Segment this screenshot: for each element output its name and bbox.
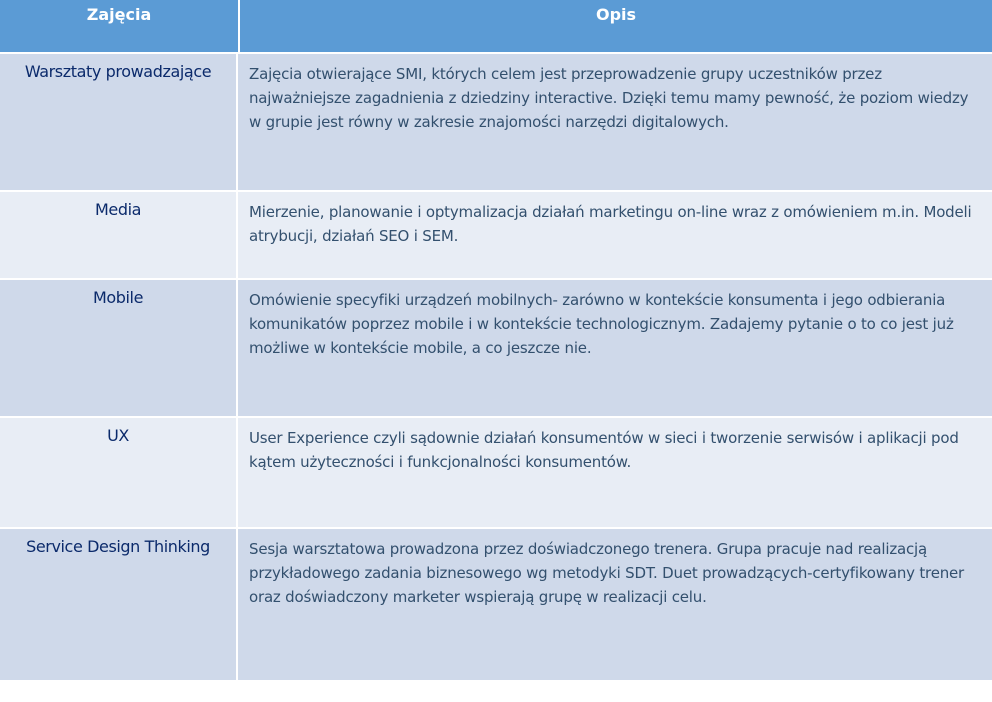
table-row (0, 190, 992, 278)
header-label-opis: Opis (595, 5, 637, 24)
course-description: Omówienie specyfiki urządzeń mobilnych- zarówno w kontekście konsumenta i jego odbierania komunikatów poprzez mobile i w kontekście technologicznym. Zadajemy pytanie o to co jest już możliwe w kontekście mobile, a co jeszcze nie. (249, 291, 954, 357)
course-description: User Experience czyli sądownie działań konsumentów w sieci i tworzenie serwisów i aplikacji pod kątem użyteczności i funkcjonalności konsumentów. (249, 429, 959, 471)
course-name: Mobile (0, 280, 238, 416)
header-cell-opis (240, 0, 992, 52)
course-name: UX (0, 418, 238, 527)
header-cell-zajecia (0, 0, 240, 52)
course-description: Zajęcia otwierające SMI, których celem jest przeprowadzenie grupy uczestników przez najważniejsze zagadnienia z dziedziny interactive. Dzięki temu mamy pewność, że poziom wiedzy w grupie jest równy w zakresie znajomości narzędzi digitalowych. (249, 65, 969, 131)
table-row (0, 278, 992, 416)
table-row (0, 52, 992, 190)
header-label-zajecia: Zajęcia (86, 5, 152, 24)
course-name: Service Design Thinking (0, 529, 238, 680)
table-header-row (0, 0, 992, 52)
course-name: Media (0, 192, 238, 278)
course-description: Sesja warsztatowa prowadzona przez doświadczonego trenera. Grupa pracuje nad realizacją przykładowego zadania biznesowego wg metodyki SDT. Duet prowadzących-certyfikowany trener oraz doświadczony marketer wspierają grupę w realizacji celu. (249, 540, 965, 606)
course-name: Warsztaty prowadzające (0, 54, 238, 190)
course-description: Mierzenie, planowanie i optymalizacja działań marketingu on-line wraz z omówieniem m.in. Modeli atrybucji, działań SEO i SEM. (249, 203, 972, 245)
table-row (0, 527, 992, 680)
table-row (0, 416, 992, 527)
